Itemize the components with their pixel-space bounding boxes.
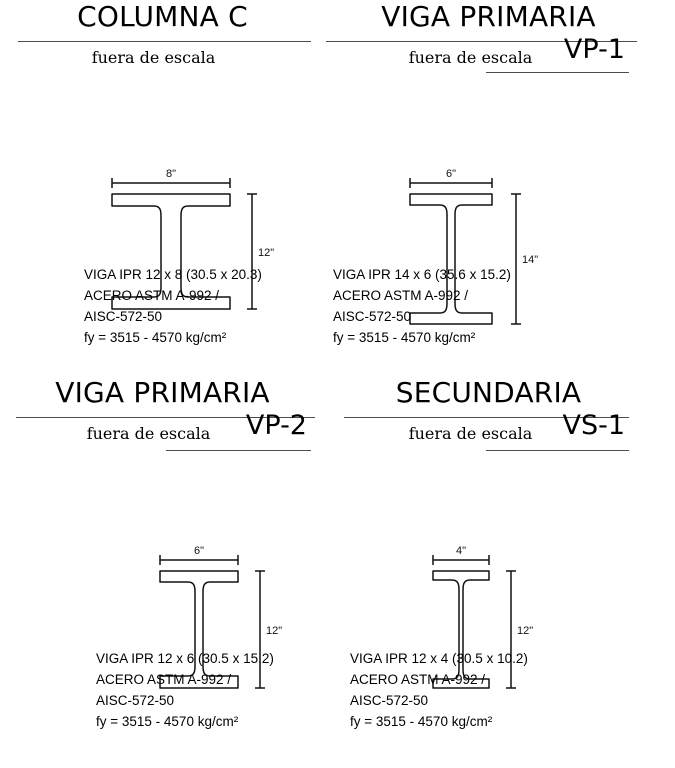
height-dimension-label: 12" (266, 625, 283, 637)
beam-section-svg (326, 460, 651, 637)
spec-line-steel-2: AISC-572-50 (84, 309, 163, 324)
panel-subtitle: fuera de escala (408, 424, 533, 443)
spec-line-section: VIGA IPR 12 x 8 (30.5 x 20.3) (84, 267, 262, 282)
tag-underline (166, 450, 311, 451)
panel-tag: VP-1 (563, 34, 625, 65)
spec-line-steel-1: ACERO ASTM A-992 / (96, 672, 232, 687)
spec-line-section: VIGA IPR 12 x 6 (30.5 x 15.2) (96, 651, 274, 666)
panel-header (0, 0, 325, 90)
height-dimension-label: 12" (258, 247, 275, 259)
spec-line-fy: fy = 3515 - 4570 kg/cm² (350, 714, 493, 729)
beam-specification (350, 648, 675, 732)
panel-title: COLUMNA C (77, 0, 248, 33)
panel-header (326, 376, 651, 466)
panel-subtitle: fuera de escala (408, 48, 533, 67)
spec-line-fy: fy = 3515 - 4570 kg/cm² (96, 714, 239, 729)
panel-title: VIGA PRIMARIA (55, 376, 270, 409)
panel-subtitle: fuera de escala (91, 48, 216, 67)
width-dimension-label: 8" (165, 168, 177, 180)
panel-header (326, 0, 651, 90)
spec-line-steel-1: ACERO ASTM A-992 / (84, 288, 220, 303)
panel-tag: VP-2 (245, 410, 307, 441)
beam-specification (333, 264, 658, 348)
beam-drawing-vp2 (0, 460, 325, 637)
panel-title: SECUNDARIA (395, 376, 582, 409)
panel-header (0, 376, 325, 466)
panel-viga-primaria-vp1 (326, 0, 651, 384)
spec-line-fy: fy = 3515 - 4570 kg/cm² (333, 330, 476, 345)
title-underline (18, 41, 311, 42)
width-dimension-label: 6" (193, 545, 205, 557)
spec-line-steel-2: AISC-572-50 (350, 693, 429, 708)
spec-line-section: VIGA IPR 12 x 4 (30.5 x 10.2) (350, 651, 528, 666)
width-dimension-label: 6" (445, 168, 457, 180)
panel-secundaria-vs1 (326, 376, 651, 760)
beam-drawing-columna-c (0, 84, 325, 259)
panel-viga-primaria-vp2 (0, 376, 325, 760)
beam-drawing-vp1 (326, 84, 651, 266)
height-dimension-label: 12" (517, 625, 534, 637)
tag-underline (486, 450, 629, 451)
spec-line-steel-2: AISC-572-50 (96, 693, 175, 708)
beam-drawing-vs1 (326, 460, 651, 637)
panel-title: VIGA PRIMARIA (381, 0, 596, 33)
panel-tag: VS-1 (562, 410, 625, 441)
beam-section-svg (0, 460, 325, 637)
spec-line-fy: fy = 3515 - 4570 kg/cm² (84, 330, 227, 345)
panel-subtitle: fuera de escala (86, 424, 211, 443)
width-dimension-label: 4" (455, 545, 467, 557)
beam-section-svg (326, 84, 651, 266)
panel-columna-c (0, 0, 325, 384)
spec-line-steel-1: ACERO ASTM A-992 / (350, 672, 486, 687)
beam-section-svg (0, 84, 325, 259)
spec-line-steel-2: AISC-572-50 (333, 309, 412, 324)
tag-underline (486, 72, 629, 73)
spec-line-section: VIGA IPR 14 x 6 (35.6 x 15.2) (333, 267, 511, 282)
height-dimension-label: 14" (522, 254, 539, 266)
spec-line-steel-1: ACERO ASTM A-992 / (333, 288, 469, 303)
